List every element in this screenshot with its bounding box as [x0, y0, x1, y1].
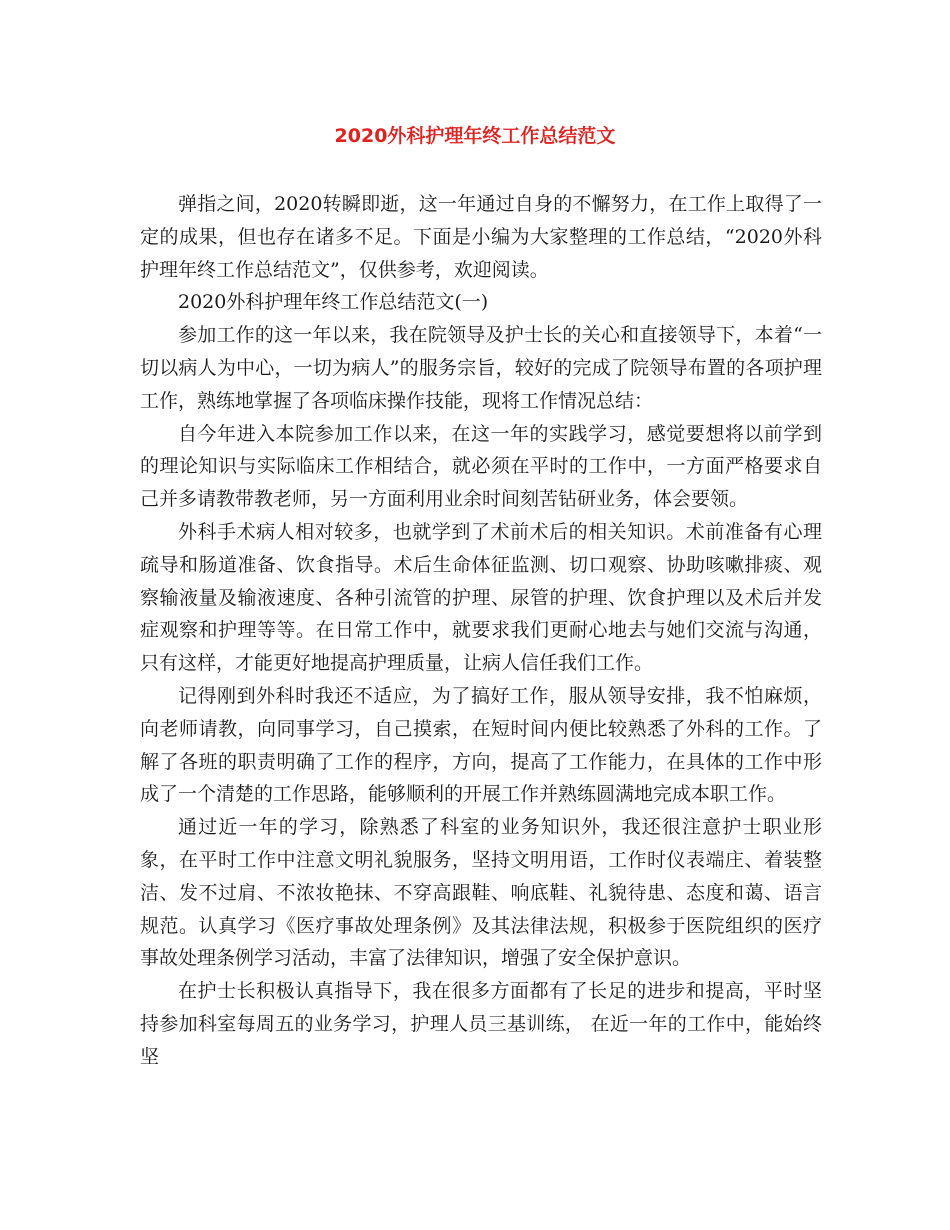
paragraph: 在护士长积极认真指导下，我在很多方面都有了长足的进步和提高，平时坚持参加科室每周五的业务学习，护理人员三基训练， 在近一年的工作中，能始终坚: [140, 980, 822, 1068]
paragraph: 自今年进入本院参加工作以来，在这一年的实践学习，感觉要想将以前学到的理论知识与实际临床工作相结合，就必须在平时的工作中，一方面严格要求自己并多请教带教老师，另一方面利用业余时间刻苦钻研业务，体会要领。: [140, 422, 822, 511]
paragraph-intro: 弹指之间，2020转瞬即逝，这一年通过自身的不懈努力，在工作上取得了一定的成果，但也存在诸多不足。下面是小编为大家整理的工作总结，“2020外科护理年终工作总结范文”，仅供参考，欢迎阅读。: [140, 193, 822, 281]
paragraph: 参加工作的这一年以来，我在院领导及护士长的关心和直接领导下，本着“一切以病人为中心，一切为病人”的服务宗旨，较好的完成了院领导布置的各项护理工作，熟练地掌握了各项临床操作技能，现将工作情况总结：: [140, 324, 822, 412]
document-title: 2020外科护理年终工作总结范文: [334, 125, 616, 147]
section-heading: 2020外科护理年终工作总结范文(一): [178, 291, 489, 314]
paragraph: 通过近一年的学习，除熟悉了科室的业务知识外，我还很注意护士职业形象，在平时工作中注意文明礼貌服务，坚持文明用语，工作时仪表端庄、着装整洁、发不过肩、不浓妆艳抹、不穿高跟鞋、响底鞋、礼貌待患、态度和蔼、语言规范。认真学习《医疗事故处理条例》及其法律法规，积极参于医院组织的医疗事故处理条例学习活动，丰富了法律知识，增强了安全保护意识。: [140, 816, 822, 970]
paragraph: 记得刚到外科时我还不适应，为了搞好工作，服从领导安排，我不怕麻烦，向老师请教，向同事学习，自己摸索，在短时间内便比较熟悉了外科的工作。了解了各班的职责明确了工作的程序，方向，提高了工作能力，在具体的工作中形成了一个清楚的工作思路，能够顺利的开展工作并熟练圆满地完成本职工作。: [140, 684, 822, 806]
paragraph: 外科手术病人相对较多，也就学到了术前术后的相关知识。术前准备有心理疏导和肠道准备、饮食指导。术后生命体征监测、切口观察、协助咳嗽排痰、观察输液量及输液速度、各种引流管的护理、尿管的护理、饮食护理以及术后并发症观察和护理等等。在日常工作中，就要求我们更耐心地去与她们交流与沟通，只有这样，才能更好地提高护理质量，让病人信任我们工作。: [140, 520, 822, 675]
document-body: [140, 188, 822, 1074]
